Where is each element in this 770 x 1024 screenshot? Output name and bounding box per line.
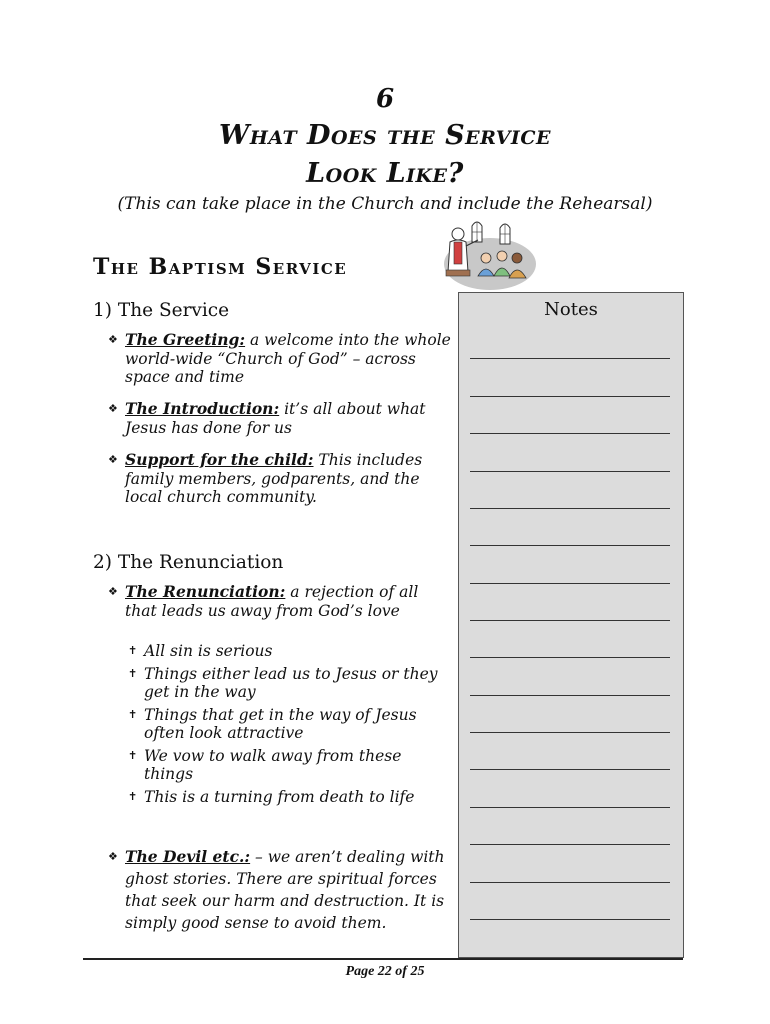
note-line bbox=[470, 732, 670, 733]
note-line bbox=[470, 657, 670, 658]
bullet-renunciation: ❖ The Renunciation: a rejection of all that leads us away from God’s love bbox=[108, 582, 419, 620]
diamond-bullet-icon: ❖ bbox=[108, 453, 118, 466]
note-line bbox=[470, 358, 670, 359]
note-line bbox=[470, 769, 670, 770]
section-heading: The Baptism Service bbox=[93, 254, 348, 280]
note-line bbox=[470, 545, 670, 546]
diamond-bullet-icon: ❖ bbox=[108, 333, 118, 346]
list-item: ✝ All sin is serious bbox=[128, 642, 273, 660]
diamond-bullet-icon: ❖ bbox=[108, 850, 118, 863]
priest-with-children-clipart-icon bbox=[438, 214, 538, 292]
cross-bullet-icon: ✝ bbox=[128, 707, 138, 721]
page-title-line-2: Look Like? bbox=[306, 158, 464, 189]
bullet-introduction: ❖ The Introduction: it’s all about what Jesus has done for us bbox=[108, 399, 426, 437]
note-line bbox=[470, 508, 670, 509]
note-line bbox=[470, 620, 670, 621]
cross-bullet-icon: ✝ bbox=[128, 748, 138, 762]
note-line bbox=[470, 433, 670, 434]
list-item: ✝ This is a turning from death to life bbox=[128, 787, 415, 806]
bullet-devil: ❖ The Devil etc.: – we aren’t dealing with ghost stories. There are spiritual forces that seek our harm and destruction. It is simply good sense to avoid them. bbox=[108, 847, 445, 932]
note-line bbox=[470, 844, 670, 845]
note-line bbox=[470, 807, 670, 808]
cross-bullet-icon: ✝ bbox=[128, 789, 138, 803]
footer-rule bbox=[83, 958, 683, 960]
note-line bbox=[470, 583, 670, 584]
diamond-bullet-icon: ❖ bbox=[108, 585, 118, 598]
note-line bbox=[470, 882, 670, 883]
part1-heading: 1) The Service bbox=[93, 300, 230, 321]
chapter-number: 6 bbox=[375, 84, 395, 114]
list-item: ✝ Things either lead us to Jesus or they get in the way bbox=[128, 664, 438, 701]
list-item: ✝ Things that get in the way of Jesus often look attractive bbox=[128, 705, 417, 742]
note-line bbox=[470, 396, 670, 397]
diamond-bullet-icon: ❖ bbox=[108, 402, 118, 415]
renunciation-sublist bbox=[128, 642, 448, 810]
bullet-greeting: ❖ The Greeting: a welcome into the whole world-wide “Church of God” – across space and time bbox=[108, 330, 451, 386]
note-line bbox=[470, 471, 670, 472]
notes-panel bbox=[458, 292, 684, 958]
cross-bullet-icon: ✝ bbox=[128, 666, 138, 680]
part2-heading: 2) The Renunciation bbox=[93, 552, 284, 573]
page-title-line-1: What Does the Service bbox=[219, 120, 551, 151]
notes-label: Notes bbox=[544, 299, 598, 320]
note-line bbox=[470, 695, 670, 696]
bullet-support: ❖ Support for the child: This includes family members, godparents, and the local church community. bbox=[108, 450, 423, 506]
note-line bbox=[470, 919, 670, 920]
cross-bullet-icon: ✝ bbox=[128, 644, 138, 657]
list-item: ✝ We vow to walk away from these things bbox=[128, 746, 402, 783]
page-subtitle: (This can take place in the Church and include the Rehearsal) bbox=[117, 194, 653, 214]
page-number: Page 22 of 25 bbox=[345, 964, 425, 979]
